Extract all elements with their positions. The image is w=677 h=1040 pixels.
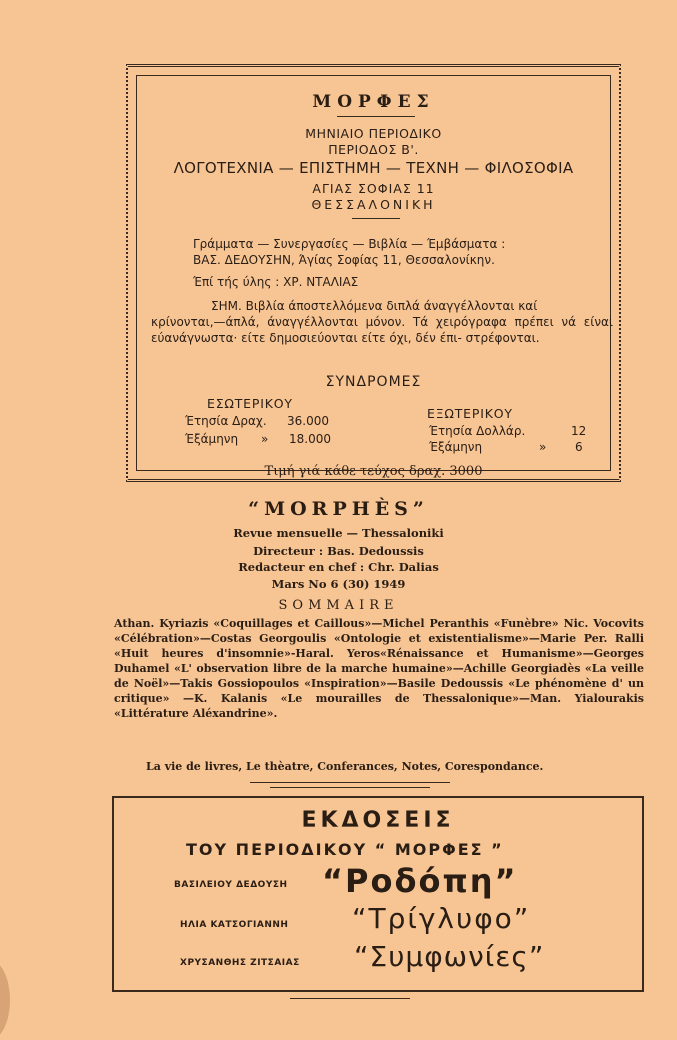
foreign-annual-value: 12 — [571, 424, 587, 438]
publications-subtitle: ΤΟΥ ΠΕΡΙΟΔΙΚΟΥ “ ΜΟΡΦΕΣ ” — [186, 840, 504, 859]
sommaire-heading: SOMMAIRE — [278, 598, 399, 613]
divider-rule — [352, 218, 400, 219]
decorative-rule-top — [250, 782, 450, 783]
note-first-line: ΣΗΜ. Βιβλία άποστελλόμενα διπλά άναγγέλλονται καί — [211, 299, 538, 313]
subscription-box — [126, 64, 621, 482]
author-dedousis: ΒΑΣΙΛΕΙΟΥ ΔΕΔΟΥΣΗ — [174, 880, 288, 890]
masthead-title: ΜΟΡΦΕΣ — [312, 92, 435, 112]
editor-address-line: ΒΑΣ. ΔΕΔΟΥΣΗΝ, Άγίας Σοφίας 11, Θεσσαλονίκην. — [193, 253, 495, 267]
author-zitsaias: ΧΡΥΣΑΝΘΗΣ ΖΙΤΣΑΙΑΣ — [180, 958, 300, 968]
note-paragraph — [151, 298, 613, 346]
sommaire-sections-line: La vie de livres, Le thèatre, Conferances, Notes, Corespondance. — [146, 760, 544, 773]
foreign-half-value: 6 — [575, 440, 583, 454]
domestic-half-ditto: » — [261, 432, 269, 446]
french-revue-line: Revue mensuelle — Thessaloniki — [233, 526, 444, 540]
french-director-line: Directeur : Bas. Dedoussis — [253, 544, 424, 558]
decorative-rule-top-2 — [270, 787, 430, 788]
page-edge-shadow — [0, 960, 10, 1040]
topics-line: ΛΟΓΟΤΕΧΝΙΑ — ΕΠΙΣΤΗΜΗ — ΤΕΧΝΗ — ΦΙΛΟΣΟΦΙΑ — [173, 159, 574, 177]
work-rodopi: “Ροδόπη” — [322, 862, 518, 900]
monthly-periodical-line: ΜΗΝΙΑΙΟ ΠΕΡΙΟΔΙΚΟ — [305, 126, 442, 141]
issue-price: Τιμή γιά κάθε τεύχος δραχ. 3000 — [264, 464, 483, 479]
foreign-heading: ΕΞΩΤΕΡΙΚΟΥ — [427, 406, 513, 421]
work-triglyfo: “Τρίγλυφο” — [352, 902, 531, 935]
period-line: ΠΕΡΙΟΔΟΣ Β'. — [328, 142, 419, 157]
publications-title: ΕΚΔΟΣΕΙΣ — [301, 808, 455, 833]
author-katsogianni: ΗΛΙΑ ΚΑΤΣΟΓΙΑΝΝΗ — [180, 920, 289, 930]
domestic-half-label: Έξάμηνη — [185, 432, 239, 446]
material-editor-line: Έπί τής ύλης : ΧΡ. ΝΤΑΛΙΑΣ — [193, 275, 359, 289]
domestic-heading: ΕΣΩΤΕΡΙΚΟΥ — [207, 396, 293, 411]
domestic-annual-label: Έτησία Δραχ. — [185, 414, 267, 428]
french-title: “MORPHÈS” — [248, 498, 429, 520]
note-rest: κρίνονται,—άπλά, άναγγέλλονται μόνον. Τά χειρόγραφα πρέπει νά είναι εύανάγνωστα· είτε δημοσιεύονται είτε όχι, δέν έπι- στρέφονται. — [151, 315, 613, 345]
subscriptions-heading: ΣΥΝΔΡΟΜΕΣ — [325, 374, 422, 390]
publications-box — [112, 796, 644, 992]
address-line: ΑΓΙΑΣ ΣΟΦΙΑΣ 11 — [312, 181, 435, 196]
work-symfonies: “Συμφωνίες” — [354, 940, 545, 973]
foreign-annual-label: Έτησία Δολλάρ. — [429, 424, 526, 438]
domestic-annual-value: 36.000 — [287, 414, 329, 428]
sommaire-body: Athan. Kyriazis «Coquillages et Caillous»—Michel Peranthis «Funèbre» Nic. Vocovits «Célébration»—Costas Georgoulis «Ontologie et existentialisme»—Marie Per. Ralli «Huit heures d'insomnie»-Haral. Yeros«Rénaissance et Humanisme»—Georges Duhamel «L' observation libre de la marche humaine»—Achille Georgiadès «La veille de Noël»—Takis Gossiopoulos «Inspiration»—Basile Dedoussis «Le phénomène d' un critique» —K. Kalanis «Le mourailles de Thessalonique»—Man. Yialourakis «Littérature Aléxandrine». — [114, 617, 644, 720]
foreign-half-ditto: » — [539, 440, 547, 454]
foreign-half-label: Έξάμηνη — [429, 440, 483, 454]
french-issue-line: Mars No 6 (30) 1949 — [271, 577, 406, 591]
correspondence-line: Γράμματα — Συνεργασίες — Βιβλία — Έμβάσματα : — [193, 237, 506, 251]
decorative-rule-bottom — [290, 998, 410, 999]
french-redactor-line: Redacteur en chef : Chr. Dalias — [238, 560, 439, 574]
domestic-half-value: 18.000 — [289, 432, 331, 446]
subscription-box-inner — [136, 75, 613, 479]
masthead-rule — [337, 116, 415, 117]
city-line: ΘΕΣΣΑΛΟΝΙΚΗ — [311, 197, 436, 212]
